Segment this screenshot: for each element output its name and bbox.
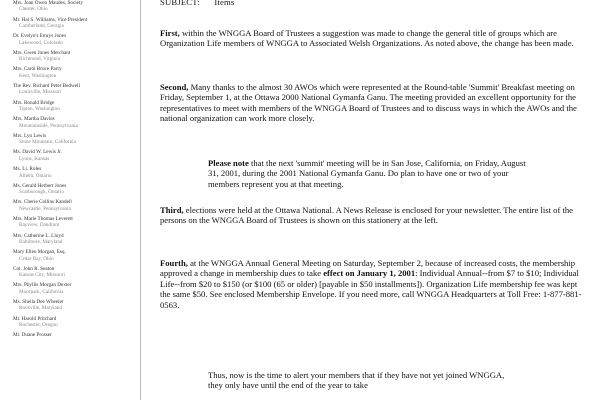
paragraph-second bbox=[160, 82, 588, 124]
trustee-location: Stone Mountain, California bbox=[19, 139, 76, 146]
trustee-location: Newcastle, Pennsylvania bbox=[19, 205, 71, 212]
trustee-entry bbox=[0, 50, 140, 63]
paragraph-first bbox=[160, 28, 588, 49]
trustee-entry bbox=[0, 233, 140, 246]
trustee-location: Tipton, Washington bbox=[19, 106, 60, 113]
paragraph-lead: Second, bbox=[160, 82, 189, 92]
paragraph-thus bbox=[208, 370, 508, 391]
paragraph-third bbox=[160, 205, 588, 226]
trustee-entry bbox=[0, 282, 140, 295]
trustee-location: Mountainside, Pennsylvania bbox=[19, 122, 78, 129]
trustee-name: Mrs. Gwen Jones Merchant bbox=[13, 49, 71, 56]
paragraph-text: : Individual Annual--from $7 to $10; Individual Life--from $20 to $150 (or $100 (65 or older) [payable in $50 installments]). Organization Life membership fee was kept the same $50. See enclosed Membership Envelope. If you need more, call WNGGA Headquarters at Toll Free: 1-877-881-0563. bbox=[160, 268, 582, 310]
trustee-location: Baltimore, Maryland bbox=[19, 238, 63, 245]
trustee-entry bbox=[0, 66, 140, 79]
trustees-sidebar bbox=[0, 0, 141, 400]
trustee-name: Mr. Hal S. Williams, Vice President bbox=[13, 16, 88, 23]
trustee-location: Rochester, Oregon bbox=[19, 321, 58, 328]
trustee-entry bbox=[0, 149, 140, 162]
trustee-entry bbox=[0, 183, 140, 196]
trustee-name: Mrs. Cherie Collins Kandell bbox=[13, 199, 72, 206]
paragraph-lead: Fourth, bbox=[160, 258, 188, 268]
trustee-location: Alhem, Ontario bbox=[19, 172, 52, 179]
paragraph-text: at the WNGGA Annual General Meeting on Saturday, September 2, because of increased costs, the membership approved a change in membership dues to take bbox=[160, 258, 576, 279]
trustee-location: Kent, Washington bbox=[19, 72, 57, 79]
paragraph-fourth bbox=[160, 258, 588, 310]
trustee-entry bbox=[0, 133, 140, 146]
trustee-name: Mrs. Ronald Bridge bbox=[13, 99, 55, 106]
trustee-entry bbox=[0, 332, 140, 338]
trustee-entry bbox=[0, 33, 140, 46]
trustee-entry bbox=[0, 116, 140, 129]
paragraph-note bbox=[208, 158, 538, 189]
trustee-location: Rockville, Maryland bbox=[19, 305, 62, 312]
subject-line bbox=[160, 0, 234, 7]
paragraph-text: Thus, now is the time to alert your members that if they have not yet joined WNGGA, they only have until the end of the year to take bbox=[208, 370, 505, 391]
trustee-location: Moorpark, California bbox=[19, 288, 64, 295]
trustee-name: Mrs. Lyn Lewis bbox=[13, 132, 46, 139]
paragraph-text: elections were held at the Ottawa National. A News Release is enclosed for your newsletter. The entire list of the persons on the WNGGA Board of Trustees is shown on this stationery at the left. bbox=[160, 205, 573, 226]
trustee-name: Mary Ellen Morgan, Esq. bbox=[13, 249, 66, 256]
trustee-entry bbox=[0, 17, 140, 30]
trustee-name: Mrs. Carol Bruce Parry bbox=[13, 66, 62, 73]
paragraph-text: within the WNGGA Board of Trustees a suggestion was made to change the general title of groups which are Organization Life members of WNGGA to Associated Welsh Organizations. As noted above, the change has been made. bbox=[160, 28, 574, 49]
trustee-entry bbox=[0, 100, 140, 113]
trustee-entry bbox=[0, 249, 140, 262]
trustee-location: Lakewood, Colorado bbox=[19, 39, 63, 46]
paragraph-bold-date: effect on January 1, 2001 bbox=[323, 268, 416, 279]
trustee-name: Mr. Duane Prosser bbox=[13, 332, 52, 339]
trustee-location: Bayview, Dandrum bbox=[19, 222, 60, 229]
trustee-name: Col. John R. Seaton bbox=[13, 265, 55, 272]
paragraph-lead: Please note bbox=[208, 158, 249, 168]
trustee-entry bbox=[0, 299, 140, 312]
paragraph-text: that the next 'summit' meeting will be in San Jose, California, on Friday, August 31, 2001, during the 2001 National Gymanfa Ganu. Do plan to have one or two of your members represent you at that meeting. bbox=[208, 158, 526, 189]
trustee-location: Cumberland, Georgia bbox=[19, 23, 64, 30]
trustee-entry bbox=[0, 199, 140, 212]
trustee-entry bbox=[0, 83, 140, 96]
trustee-location: Cedar Bay, Ohio bbox=[19, 255, 54, 262]
trustee-location: Louisville, Missouri bbox=[19, 89, 62, 96]
trustee-entry bbox=[0, 316, 140, 329]
letter-body bbox=[160, 0, 590, 400]
trustee-entry bbox=[0, 216, 140, 229]
trustee-name: Ms. Sheila Dee Wheeler bbox=[13, 298, 64, 305]
trustee-location: Richmond, Virginia bbox=[19, 56, 60, 63]
trustee-location: Lyons, Kansas bbox=[19, 155, 50, 162]
trustee-location: Scarborough, Ontario bbox=[19, 189, 64, 196]
paragraph-lead: Third, bbox=[160, 205, 184, 215]
trustee-name: Mrs. Marie Thomas Leverett bbox=[13, 215, 73, 222]
trustee-name: Mr. Harold Pritchard bbox=[13, 315, 57, 322]
trustee-name: Ms. David W. Lewis Jr. bbox=[13, 149, 62, 156]
trustee-entry bbox=[0, 166, 140, 179]
subject-value: Items bbox=[214, 0, 235, 7]
trustee-location: Chester, Ohio bbox=[19, 6, 48, 13]
trustee-location: Kansas City, Missouri bbox=[19, 272, 65, 279]
trustee-name: Mrs. Catherine L. Lloyd bbox=[13, 232, 64, 239]
trustee-entry bbox=[0, 266, 140, 279]
trustee-name: Dr. Evelyn's Emrys Jones bbox=[13, 33, 67, 40]
subject-label: SUBJECT: bbox=[160, 0, 200, 7]
trustee-entry bbox=[0, 0, 140, 13]
trustee-name: Mrs. Joan Owen Maudes, Society bbox=[13, 0, 84, 6]
trustee-name: Ms. Li. Roles bbox=[13, 166, 42, 173]
trustee-name: Mrs. Phyllis Morgan Dexter bbox=[13, 282, 72, 289]
paragraph-lead: First, bbox=[160, 28, 180, 38]
trustee-name: Ms. Gerald Herbert Jones bbox=[13, 182, 67, 189]
trustee-name: The Rev. Richard Peter Bedwell bbox=[13, 83, 80, 90]
paragraph-text: Many thanks to the almost 30 AWOs which were represented at the Round-table 'Summit' Breakfast meeting on Friday, September 1, at the Ottawa 2000 National Gymanfa Ganu. The meeting provided an excellent opportunity for the representatives to meet with members of the WNGGA Board of Trustees and to discuss ways in which the AWOs and the national organization can work more closely. bbox=[160, 82, 577, 124]
trustee-name: Mrs. Martha Davies bbox=[13, 116, 55, 123]
